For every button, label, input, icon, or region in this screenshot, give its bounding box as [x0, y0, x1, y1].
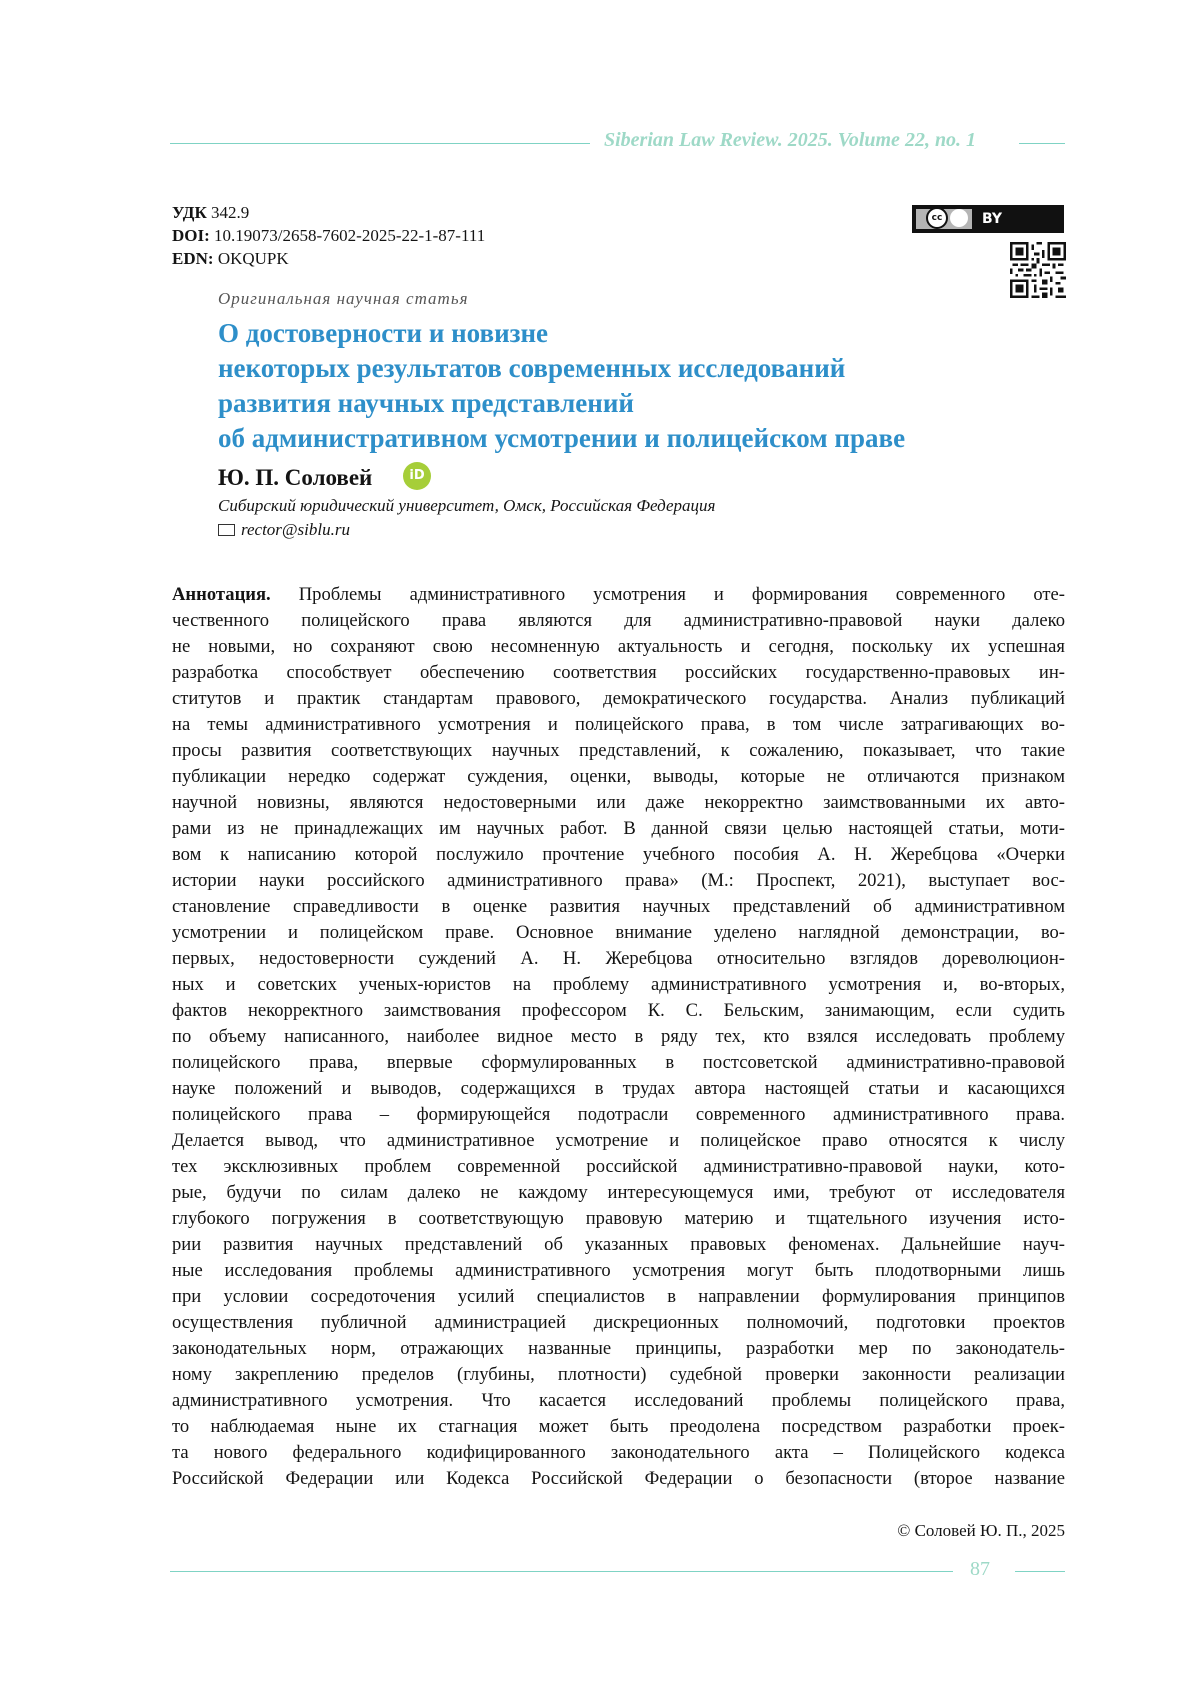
- abstract-line: Делается вывод, что административное усмотрение и полицейское право относятся к числу: [172, 1130, 1065, 1151]
- email-address[interactable]: rector@siblu.ru: [241, 520, 350, 539]
- abstract-line: публикации нередко содержат суждения, оценки, выводы, которые не отличаются признаком: [172, 766, 1065, 787]
- abstract-line: ному закреплению пределов (глубины, плотности) судебной проверки законности реализации: [172, 1364, 1065, 1385]
- author-affiliation: Сибирский юридический университет, Омск, Российская Федерация: [218, 496, 716, 515]
- abstract-line: истории науки российского административного права» (М.: Проспект, 2021), выступает вос-: [172, 870, 1065, 891]
- udk-value: 342.9: [211, 203, 250, 222]
- abstract: [172, 582, 1065, 1492]
- article-title: [218, 316, 1038, 456]
- footer-rule-right: [1015, 1571, 1065, 1572]
- abstract-line: осуществления публичной администрацией дискреционных полномочий, подготовки проектов: [172, 1312, 1065, 1333]
- doi-value[interactable]: 10.19073/2658-7602-2025-22-1-87-111: [214, 226, 486, 245]
- abstract-line: рии развития научных представлений об указанных правовых феноменах. Дальнейшие науч-: [172, 1234, 1065, 1255]
- abstract-line: рами из не принадлежащих им научных работ. В данной связи целью настоящей статьи, моти-: [172, 818, 1065, 839]
- title-line: об административном усмотрении и полицейском праве: [218, 423, 906, 453]
- abstract-line: тех эксклюзивных проблем современной российской административно-правовой науки, кото-: [172, 1156, 1065, 1177]
- abstract-line: полицейского права – формирующейся подотрасли современного административного права.: [172, 1104, 1065, 1125]
- udk-line: [172, 201, 485, 224]
- footer-rule-left: [170, 1571, 953, 1572]
- by-person-icon: [950, 209, 968, 227]
- edn-value: OKQUPK: [217, 249, 289, 268]
- abstract-line: то наблюдаемая ныне их стагнация может быть преодолена посредством разработки проек-: [172, 1416, 1065, 1437]
- abstract-line: при условии сосредоточения усилий специалистов в направлении формулирования принципов: [172, 1286, 1065, 1307]
- qr-code-icon[interactable]: [1010, 242, 1066, 298]
- abstract-line: науке положений и выводов, содержащихся в трудах автора настоящей статьи и касающихся: [172, 1078, 1065, 1099]
- abstract-line: Аннотация. Проблемы административного усмотрения и формирования современного оте-: [172, 584, 1066, 605]
- page-footer: [170, 1558, 1065, 1588]
- article-meta: [172, 201, 485, 270]
- abstract-line: просы развития соответствующих научных представлений, к сожалению, показывает, что такие: [172, 740, 1065, 761]
- edn-line: [172, 247, 485, 270]
- abstract-line: ных и советских ученых-юристов на проблему административного усмотрения и, во-вторых,: [172, 974, 1065, 995]
- abstract-line: административного усмотрения. Что касается исследований проблемы полицейского права,: [172, 1390, 1065, 1411]
- abstract-line: первых, недостоверности суждений А. Н. Жеребцова относительно взглядов дореволюцион-: [172, 948, 1065, 969]
- abstract-line: та нового федерального кодифицированного законодательного акта – Полицейского кодекса: [172, 1442, 1065, 1463]
- abstract-line: ститутов и практик стандартам правового, демократического государства. Анализ публикаций: [172, 688, 1065, 709]
- abstract-line: на темы административного усмотрения и полицейского права, в том числе затрагивающих во-: [172, 714, 1065, 735]
- abstract-line: фактов некорректного заимствования профессором К. С. Бельским, занимающим, если судить: [172, 1000, 1065, 1021]
- journal-name: Siberian Law Review. 2025. Volume 22, no. 1: [604, 129, 977, 151]
- udk-label: УДК: [172, 203, 207, 222]
- header-rule-left: [170, 143, 590, 144]
- abstract-line: научной новизны, являются недостоверными или даже некорректно заимствованными их авто-: [172, 792, 1065, 813]
- abstract-line: ные исследования проблемы административного усмотрения могут быть плодотворными лишь: [172, 1260, 1065, 1281]
- running-header: [170, 128, 1065, 158]
- article-type: Оригинальная научная статья: [218, 289, 469, 308]
- doi-label: DOI:: [172, 226, 210, 245]
- abstract-line: законодательных норм, отражающих названные принципы, разработки мер по законодатель-: [172, 1338, 1065, 1359]
- abstract-line: полицейского права, впервые сформулированных в постсоветской административно-правовой: [172, 1052, 1065, 1073]
- abstract-line: Российской Федерации или Кодекса Российской Федерации о безопасности (второе название: [172, 1468, 1065, 1489]
- abstract-line: не новыми, но сохраняют свою несомненную актуальность и сегодня, поскольку их успешная: [172, 636, 1065, 657]
- orcid-icon[interactable]: iD: [403, 462, 431, 490]
- cc-icon: cc: [926, 207, 948, 229]
- abstract-line: рые, будучи по силам далеко не каждому интересующемуся ими, требуют от исследователя: [172, 1182, 1065, 1203]
- title-line: развития научных представлений: [218, 388, 634, 418]
- abstract-label: Аннотация.: [172, 584, 271, 605]
- envelope-icon: [218, 524, 235, 536]
- title-line: О достоверности и новизне: [218, 318, 549, 348]
- abstract-line: по объему написанного, наиболее видное место в ряду тех, кто взялся исследовать проблему: [172, 1026, 1065, 1047]
- author-name: Ю. П. Соловей: [218, 465, 373, 490]
- doi-line: [172, 224, 485, 247]
- edn-label: EDN:: [172, 249, 214, 268]
- license-badge-label: BY: [982, 211, 1003, 227]
- header-rule-right: [1019, 143, 1065, 144]
- abstract-line: становление справедливости в оценке развития научных представлений об административном: [172, 896, 1065, 917]
- cc-by-license-badge[interactable]: [912, 205, 1064, 233]
- abstract-line: усмотрении и полицейском праве. Основное внимание уделено наглядной демонстрации, во-: [172, 922, 1065, 943]
- abstract-line: глубокого погружения в соответствующую правовую материю и тщательного изучения исто-: [172, 1208, 1065, 1229]
- copyright-notice: © Соловей Ю. П., 2025: [897, 1521, 1065, 1540]
- abstract-line: вом к написанию которой послужило прочтение учебного пособия А. Н. Жеребцова «Очерки: [172, 844, 1065, 865]
- page-number: 87: [970, 1558, 990, 1580]
- abstract-line: чественного полицейского права являются для административно-правовой науки далеко: [172, 610, 1065, 631]
- author-email[interactable]: [218, 520, 350, 540]
- abstract-line: разработка способствует обеспечению соответствия российских государственно-правовых ин-: [172, 662, 1065, 683]
- title-line: некоторых результатов современных исследований: [218, 353, 846, 383]
